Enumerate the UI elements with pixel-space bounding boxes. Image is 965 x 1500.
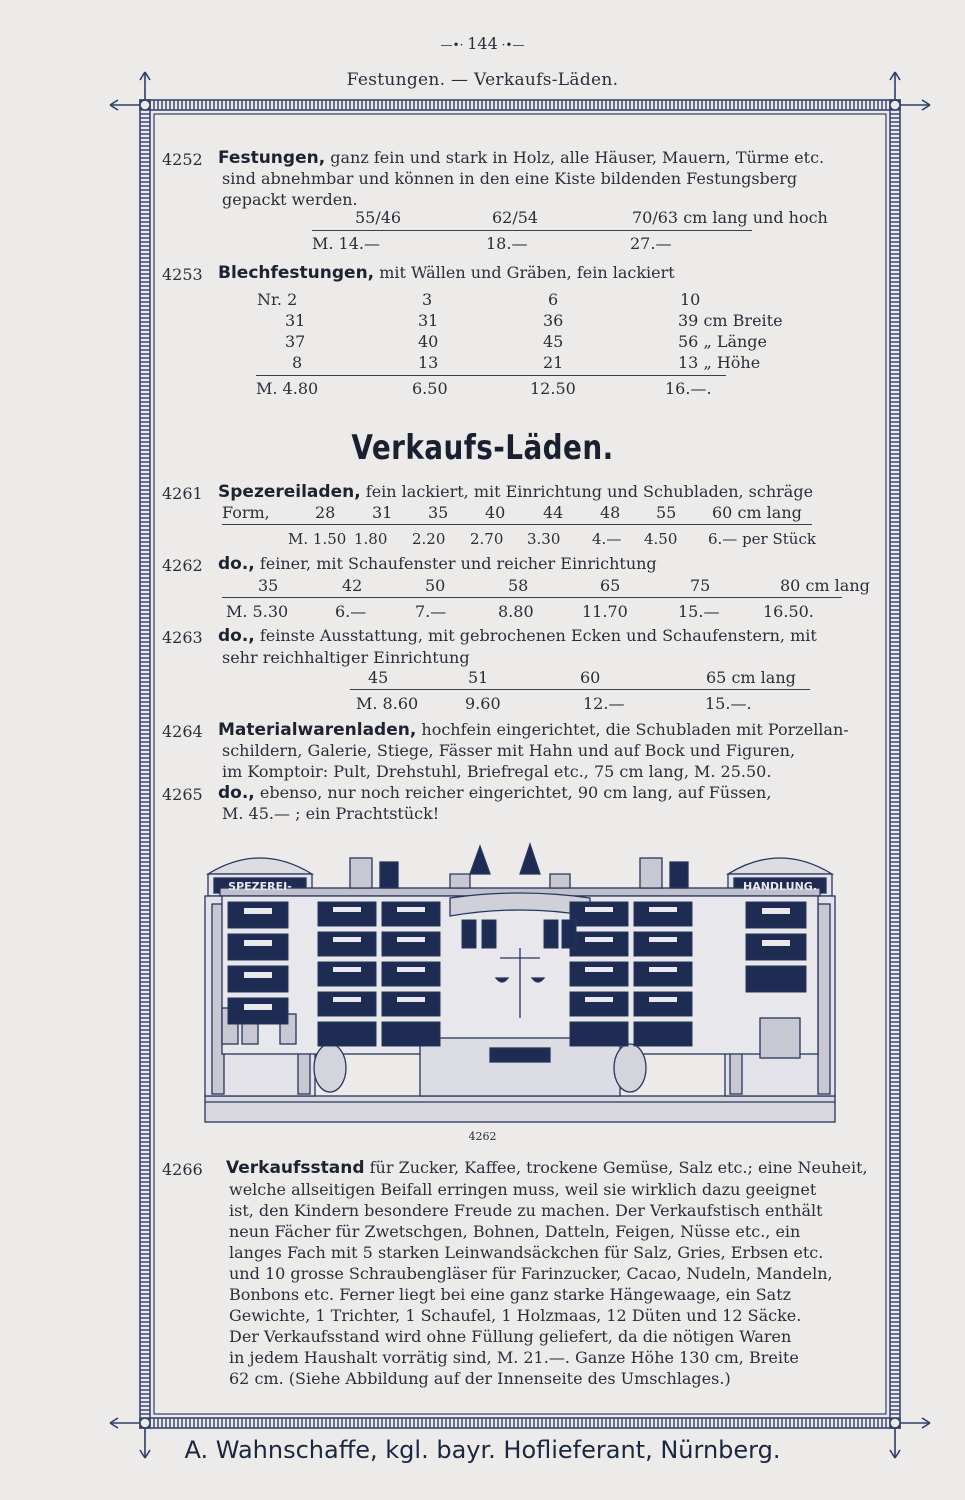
size-cell: 35 xyxy=(258,576,279,595)
size-cell: 40 xyxy=(485,503,506,522)
table-cell: 31 xyxy=(285,311,306,330)
table-cell: 21 xyxy=(543,353,564,372)
item-text: feinste Ausstattung, mit gebrochenen Ecken und Schaufenstern, mit xyxy=(259,626,817,645)
price-cell: 16.50. xyxy=(763,602,814,621)
table-cell: 56 „ Länge xyxy=(678,332,767,351)
text-line: Der Verkaufsstand wird ohne Füllung geliefert, da die nötigen Waren xyxy=(229,1327,792,1346)
text-line: langes Fach mit 5 starken Leinwandsäckchen für Salz, Gries, Erbsen etc. xyxy=(229,1243,824,1262)
table-rule xyxy=(256,375,726,376)
text-line: und 10 grosse Schraubengläser für Farinzucker, Cacao, Nudeln, Mandeln, xyxy=(229,1264,833,1283)
item-text: hochfein eingerichtet, die Schubladen mit Porzellan- xyxy=(421,720,849,739)
table-cell: 40 xyxy=(418,332,439,351)
size-cell: 44 xyxy=(543,503,564,522)
sign-right: HANDLUNG. xyxy=(742,880,818,893)
size-cell: 55/46 xyxy=(355,208,402,227)
text-line: ist, den Kindern besondere Freude zu machen. Der Verkaufstisch enthält xyxy=(229,1201,823,1220)
price-cell: 6.— xyxy=(335,602,367,621)
item-title-4252: Festungen, xyxy=(218,148,326,168)
table-rule xyxy=(222,524,812,525)
item-title-4266: Verkaufsstand xyxy=(226,1158,365,1178)
table-cell: 36 xyxy=(543,311,564,330)
price-cell: 2.70 xyxy=(470,530,504,548)
table-rule xyxy=(312,230,752,231)
item-number-4261: 4261 xyxy=(162,484,203,503)
item-text: im Komptoir: Pult, Drehstuhl, Briefregal etc., 75 cm lang, M. 25.50. xyxy=(222,762,772,781)
size-cell: 70/63 cm lang und hoch xyxy=(632,208,828,227)
item-number-4266: 4266 xyxy=(162,1160,203,1179)
price-cell: 4.— xyxy=(592,530,622,548)
text-line: welche allseitigen Beifall erringen muss, weil sie wirklich dazu geeignet xyxy=(229,1180,817,1199)
table-cell: 13 „ Höhe xyxy=(678,353,761,372)
table-cell: 37 xyxy=(285,332,306,351)
item-text: sehr reichhaltiger Einrichtung xyxy=(222,648,470,667)
table-cell: Form, xyxy=(222,503,270,522)
text-line: in jedem Haushalt vorrätig sind, M. 21.—. Ganze Höhe 130 cm, Breite xyxy=(229,1348,799,1367)
item-text: ganz fein und stark in Holz, alle Häuser, Mauern, Türme etc. xyxy=(330,148,825,167)
table-cell: 13 xyxy=(418,353,439,372)
price-cell: 18.— xyxy=(486,234,528,253)
item-text: sind abnehmbar und können in den eine Kiste bildenden Festungsberg xyxy=(222,169,798,188)
table-cell: 39 cm Breite xyxy=(678,311,783,330)
item-text: ebenso, nur noch reicher eingerichtet, 90 cm lang, auf Füssen, xyxy=(259,783,772,802)
size-cell: 31 xyxy=(372,503,393,522)
price-cell: 3.30 xyxy=(527,530,561,548)
price-cell: M. 4.80 xyxy=(256,379,319,398)
size-cell: 55 xyxy=(656,503,677,522)
shop-illustration xyxy=(200,838,840,1130)
size-cell: 60 cm lang xyxy=(712,503,802,522)
price-cell: 11.70 xyxy=(582,602,628,621)
size-cell: 48 xyxy=(600,503,621,522)
item-number-4262: 4262 xyxy=(162,556,203,575)
size-cell: 62/54 xyxy=(492,208,539,227)
table-cell: 10 xyxy=(680,290,701,309)
price-cell: 12.— xyxy=(583,694,625,713)
item-title-4265: do., xyxy=(218,783,255,803)
item-text: fein lackiert, mit Einrichtung und Schubladen, schräge xyxy=(365,482,814,501)
item-4266-body xyxy=(229,1179,879,1389)
price-cell: 16.—. xyxy=(665,379,712,398)
price-cell: 2.20 xyxy=(412,530,446,548)
table-cell: 8 xyxy=(292,353,303,372)
table-cell: Nr. 2 xyxy=(257,290,298,309)
size-cell: 65 cm lang xyxy=(706,668,796,687)
item-number-4253: 4253 xyxy=(162,265,203,284)
item-text: für Zucker, Kaffee, trockene Gemüse, Salz etc.; eine Neuheit, xyxy=(369,1158,868,1177)
running-head: Festungen. — Verkaufs-Läden. xyxy=(346,70,619,90)
price-cell: 9.60 xyxy=(465,694,501,713)
price-cell: 15.—. xyxy=(705,694,752,713)
table-cell: 6 xyxy=(548,290,559,309)
item-number-4265: 4265 xyxy=(162,785,203,804)
text-line: Gewichte, 1 Trichter, 1 Schaufel, 1 Holzmaas, 12 Düten und 12 Säcke. xyxy=(229,1306,802,1325)
price-cell: M. 5.30 xyxy=(226,602,289,621)
size-cell: 45 xyxy=(368,668,389,687)
size-cell: 35 xyxy=(428,503,449,522)
text-line: Bonbons etc. Ferner liegt bei eine ganz starke Hängewaage, ein Satz xyxy=(229,1285,792,1304)
size-cell: 65 xyxy=(600,576,621,595)
price-cell: 8.80 xyxy=(498,602,534,621)
illustration-caption: 4262 xyxy=(468,1130,497,1143)
price-cell: 6.— per Stück xyxy=(708,530,816,548)
item-title-4261: Spezereiladen, xyxy=(218,482,361,502)
text-line: neun Fächer für Zwetschgen, Bohnen, Datteln, Feigen, Nüsse etc., ein xyxy=(229,1222,801,1241)
item-text: feiner, mit Schaufenster und reicher Einrichtung xyxy=(259,554,657,573)
page-number: —•· 144 ·•— xyxy=(440,34,525,53)
table-cell: 31 xyxy=(418,311,439,330)
item-text: schildern, Galerie, Stiege, Fässer mit Hahn und auf Bock und Figuren, xyxy=(222,741,796,760)
price-cell: 4.50 xyxy=(644,530,678,548)
price-cell: 7.— xyxy=(415,602,447,621)
price-cell: M. 1.50 xyxy=(288,530,347,548)
size-cell: 60 xyxy=(580,668,601,687)
item-title-4264: Materialwarenladen, xyxy=(218,720,417,740)
table-rule xyxy=(222,597,842,598)
price-cell: 15.— xyxy=(678,602,720,621)
price-cell: M. 14.— xyxy=(312,234,380,253)
item-number-4252: 4252 xyxy=(162,150,203,169)
item-number-4264: 4264 xyxy=(162,722,203,741)
publisher-footer: A. Wahnschaffe, kgl. bayr. Hoflieferant, Nürnberg. xyxy=(184,1436,781,1464)
table-rule xyxy=(350,689,810,690)
price-cell: 1.80 xyxy=(354,530,388,548)
size-cell: 28 xyxy=(315,503,336,522)
size-cell: 75 xyxy=(690,576,711,595)
table-cell: 45 xyxy=(543,332,564,351)
size-cell: 51 xyxy=(468,668,489,687)
sign-left: SPEZEREI- xyxy=(228,880,292,893)
price-cell: 27.— xyxy=(630,234,672,253)
item-title-4253: Blechfestungen, xyxy=(218,263,375,283)
size-cell: 80 cm lang xyxy=(780,576,870,595)
text-line: 62 cm. (Siehe Abbildung auf der Innenseite des Umschlages.) xyxy=(229,1369,731,1388)
price-cell: M. 8.60 xyxy=(356,694,419,713)
size-cell: 58 xyxy=(508,576,529,595)
table-cell: 3 xyxy=(422,290,433,309)
size-cell: 42 xyxy=(342,576,363,595)
item-text: M. 45.— ; ein Prachtstück! xyxy=(222,804,440,823)
price-cell: 12.50 xyxy=(530,379,576,398)
size-cell: 50 xyxy=(425,576,446,595)
item-text: mit Wällen und Gräben, fein lackiert xyxy=(379,263,675,282)
item-number-4263: 4263 xyxy=(162,628,203,647)
item-text: gepackt werden. xyxy=(222,190,358,209)
section-heading: Verkaufs-Läden. xyxy=(351,428,614,468)
item-title-4262: do., xyxy=(218,554,255,574)
price-cell: 6.50 xyxy=(412,379,448,398)
item-title-4263: do., xyxy=(218,626,255,646)
